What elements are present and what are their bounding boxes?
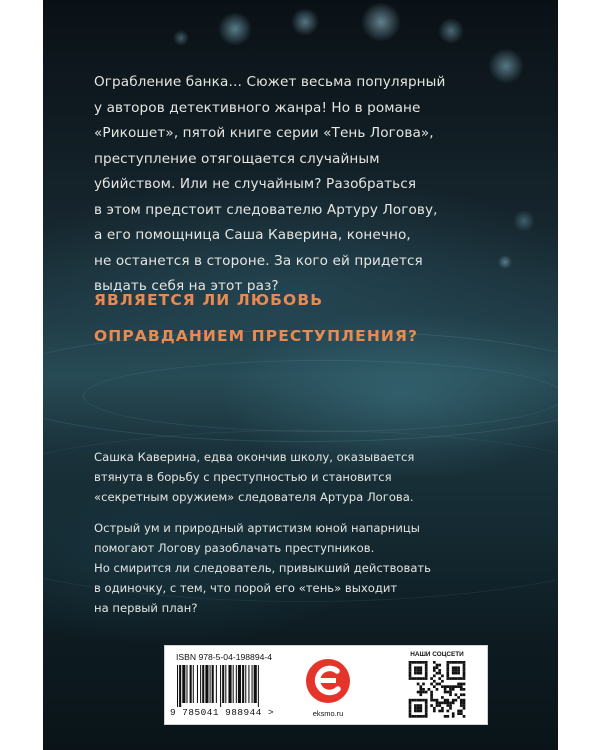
isbn-number: ISBN 978-5-04-198894-4 <box>176 652 273 662</box>
water-ripple <box>83 360 558 432</box>
blurb-line: в одиночку, с тем, что порой его «тень» выходит <box>94 581 398 595</box>
blurb-line: помогают Логову разоблачать преступников. <box>94 541 375 555</box>
blurb-line: Ограбление банка… Сюжет весьма популярный <box>94 74 446 90</box>
bokeh-light <box>498 255 512 269</box>
blurb-line: выдать себя на этот раз? <box>94 278 279 294</box>
tagline-question <box>94 282 534 354</box>
blurb-line: убийством. Или не случайным? Разобраться <box>94 176 417 192</box>
bokeh-light <box>218 12 252 46</box>
bokeh-light <box>513 210 535 232</box>
bokeh-light <box>438 18 464 44</box>
blurb-line: «Рикошет», пятой книге серии «Тень Логова», <box>94 125 434 141</box>
barcode-digits: 9 785041 988944 > <box>170 707 275 718</box>
blurb-line: втянута в борьбу с преступностью и становится <box>94 470 392 484</box>
social-label: НАШИ СОЦСЕТИ <box>410 651 464 658</box>
qr-code[interactable] <box>404 661 470 719</box>
bokeh-light <box>361 2 401 42</box>
barcode <box>175 665 287 707</box>
bokeh-light <box>173 30 189 46</box>
blurb-paragraph-series <box>94 447 534 507</box>
blurb-line: у авторов детективного жанра! Но в романе <box>94 99 421 116</box>
blurb-line: Но смирится ли следователь, привыкший действовать <box>94 561 432 575</box>
blurb-line: «секретным оружием» следователя Артура Логова. <box>94 490 414 504</box>
tagline-line: ЯВЛЯЕТСЯ ЛИ ЛЮБОВЬ <box>94 291 324 309</box>
blurb-line: не останется в стороне. За кого ей придется <box>94 252 423 269</box>
blurb-line: а его помощница Саша Каверина, конечно, <box>94 227 411 243</box>
bokeh-light <box>291 8 319 36</box>
blurb-line: на первый план? <box>94 601 198 615</box>
blurb-line: Сашка Каверина, едва окончив школу, оказывается <box>94 450 415 464</box>
tagline-line: ОПРАВДАНИЕМ ПРЕСТУПЛЕНИЯ? <box>94 327 419 345</box>
publisher-site-link[interactable]: eksmo.ru <box>312 709 344 718</box>
book-back-cover <box>43 0 558 750</box>
blurb-line: в этом предстоит следователю Артуру Логову, <box>94 201 438 218</box>
blurb-line: преступление отягощается случайным <box>94 150 380 167</box>
blurb-paragraph-intro <box>94 70 494 300</box>
blurb-line: Острый ум и природный артистизм юной напарницы <box>94 521 420 535</box>
blurb-paragraph-hook <box>94 518 534 618</box>
isbn-info-box <box>164 645 488 725</box>
